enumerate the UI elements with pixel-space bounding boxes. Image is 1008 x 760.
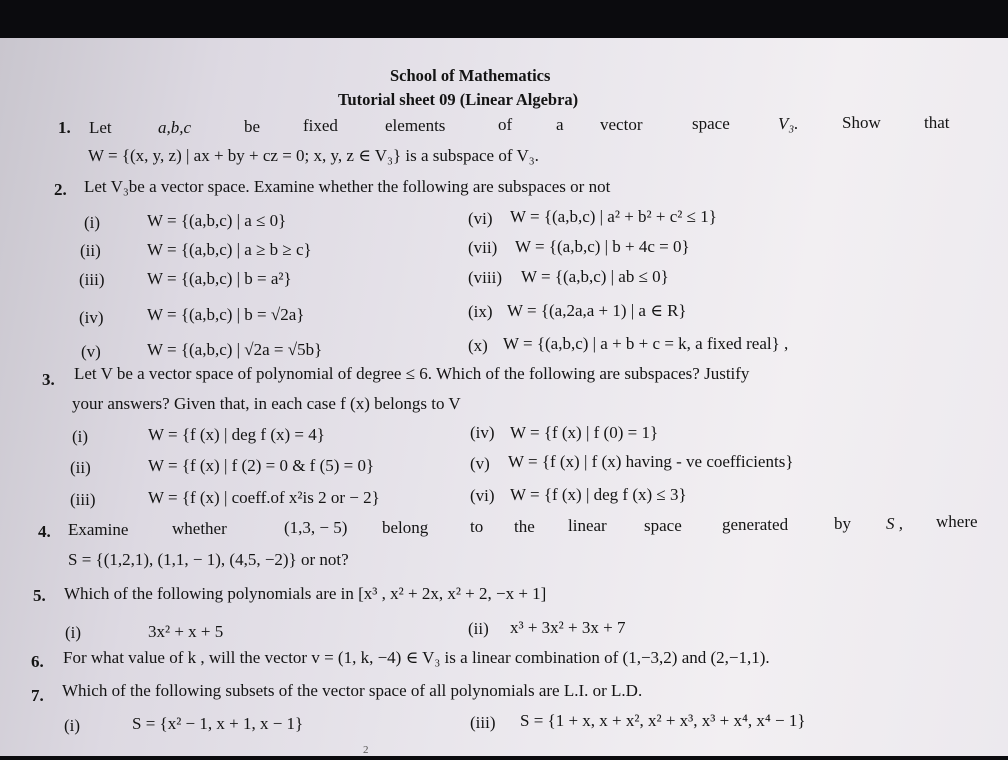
q2-item-expr: W = {(a,b,c) | a ≤ 0} [147, 211, 287, 230]
q3-item-expr: W = {f (x) | coeff.of x²is 2 or − 2} [148, 488, 380, 507]
q1-word: vector [600, 115, 643, 134]
q2-item-expr: W = {(a,b,c) | b + 4c = 0} [515, 237, 690, 256]
q2-item-expr: W = {(a,b,c) | ab ≤ 0} [521, 267, 669, 286]
q7-line1: Which of the following subsets of the vector space of all polynomials are L.I. or L.D. [62, 681, 643, 700]
q3-item-label: (iii) [70, 490, 96, 509]
sheet-title: Tutorial sheet 09 (Linear Algebra) [338, 90, 579, 109]
q2-item-expr: W = {(a,b,c) | a + b + c = k, a fixed real} , [503, 334, 789, 353]
q3-item-label: (iv) [470, 423, 495, 442]
q2-item-label: (v) [81, 342, 101, 361]
q3-item-expr: W = {f (x) | deg f (x) ≤ 3} [510, 485, 687, 504]
q3-line1: Let V be a vector space of polynomial of degree ≤ 6. Which of the following are subspaces? Justify [74, 364, 750, 383]
q2-item-expr: W = {(a,b,c) | √2a = √5b} [147, 340, 323, 359]
q2-item-expr: W = {(a,b,c) | b = a²} [147, 269, 292, 288]
q5-item-expr: 3x² + x + 5 [148, 622, 224, 641]
q2-item-label: (vii) [468, 238, 498, 257]
q2-intro: Let V₃be a vector space. Examine whether the following are subspaces or not [84, 177, 611, 196]
q4-word: Examine [68, 520, 129, 539]
q2-item-expr: W = {(a,2a,a + 1) | a ∈ R} [507, 301, 687, 320]
q4-word: the [514, 517, 535, 536]
q6-line1: For what value of k , will the vector v = (1, k, −4) ∈ V₃ is a linear combination of (1,−3,2) and (2,−1,1). [63, 648, 770, 667]
q2-item-expr: W = {(a,b,c) | a ≥ b ≥ c} [147, 240, 312, 259]
q3-item-label: (ii) [70, 458, 91, 477]
q2-number: 2. [54, 180, 67, 199]
q7-item-label: (iii) [470, 713, 496, 732]
q4-word: space [644, 516, 682, 535]
q7-item-expr: S = {x² − 1, x + 1, x − 1} [132, 714, 304, 733]
q4-number: 4. [38, 522, 51, 541]
q3-number: 3. [42, 370, 55, 389]
q7-item-label: (i) [64, 716, 81, 735]
q3-item-expr: W = {f (x) | f (2) = 0 & f (5) = 0} [148, 456, 375, 475]
q5-item-label: (i) [65, 623, 82, 642]
q4-word: linear [568, 516, 607, 535]
q4-word: to [470, 517, 484, 536]
q2-item-label: (vi) [468, 209, 493, 228]
q4-word: by [834, 514, 851, 533]
q1-word: space [692, 114, 730, 133]
q5-line1: Which of the following polynomials are in [x³ , x² + 2x, x² + 2, −x + 1] [64, 584, 547, 603]
q1-word: fixed [303, 116, 338, 135]
q1-word: a,b,c [158, 118, 192, 137]
q4-word: whether [172, 519, 227, 538]
q5-number: 5. [33, 586, 46, 605]
q3-item-label: (vi) [470, 486, 495, 505]
q3-line2: your answers? Given that, in each case f (x) belongs to V [72, 394, 461, 413]
q1-word: that [924, 113, 950, 132]
q1-word: Let [89, 118, 112, 137]
q3-item-expr: W = {f (x) | f (0) = 1} [510, 423, 659, 442]
q2-item-label: (iv) [79, 308, 104, 327]
q1-word: V₃. [778, 114, 799, 133]
q2-item-label: (x) [468, 336, 488, 355]
q7-number: 7. [31, 686, 44, 705]
q4-word: belong [382, 518, 429, 537]
q2-item-label: (ii) [80, 241, 101, 260]
q1-word: a [556, 115, 564, 134]
q4-word: generated [722, 515, 789, 534]
q5-item-label: (ii) [468, 619, 489, 638]
q6-number: 6. [31, 652, 44, 671]
q1-word: of [498, 115, 513, 134]
q4-word: S , [886, 514, 903, 533]
q1-word: elements [385, 116, 446, 135]
q7-item-expr: S = {1 + x, x + x², x² + x³, x³ + x⁴, x⁴ − 1} [520, 711, 806, 730]
q1-word: be [244, 117, 261, 136]
school-title: School of Mathematics [390, 66, 551, 85]
q3-item-label: (v) [470, 454, 490, 473]
q2-item-expr: W = {(a,b,c) | a² + b² + c² ≤ 1} [510, 207, 717, 226]
q3-item-label: (i) [72, 427, 89, 446]
q4-word: (1,3, − 5) [284, 518, 348, 537]
page-number: 2 [363, 744, 369, 756]
q2-item-label: (viii) [468, 268, 502, 287]
q1-line2: W = {(x, y, z) | ax + by + cz = 0; x, y, z ∈ V₃} is a subspace of V₃. [88, 146, 539, 165]
q3-item-expr: W = {f (x) | f (x) having - ve coefficients} [508, 452, 794, 471]
q2-item-expr: W = {(a,b,c) | b = √2a} [147, 305, 305, 324]
q1-number: 1. [58, 118, 71, 137]
q1-word: Show [842, 113, 881, 132]
q3-item-expr: W = {f (x) | deg f (x) = 4} [148, 425, 325, 444]
q4-line2: S = {(1,2,1), (1,1, − 1), (4,5, −2)} or not? [68, 550, 349, 569]
q2-item-label: (ix) [468, 302, 493, 321]
q2-item-label: (iii) [79, 270, 105, 289]
q4-word: where [936, 512, 978, 531]
q5-item-expr: x³ + 3x² + 3x + 7 [510, 618, 626, 637]
q2-item-label: (i) [84, 213, 101, 232]
